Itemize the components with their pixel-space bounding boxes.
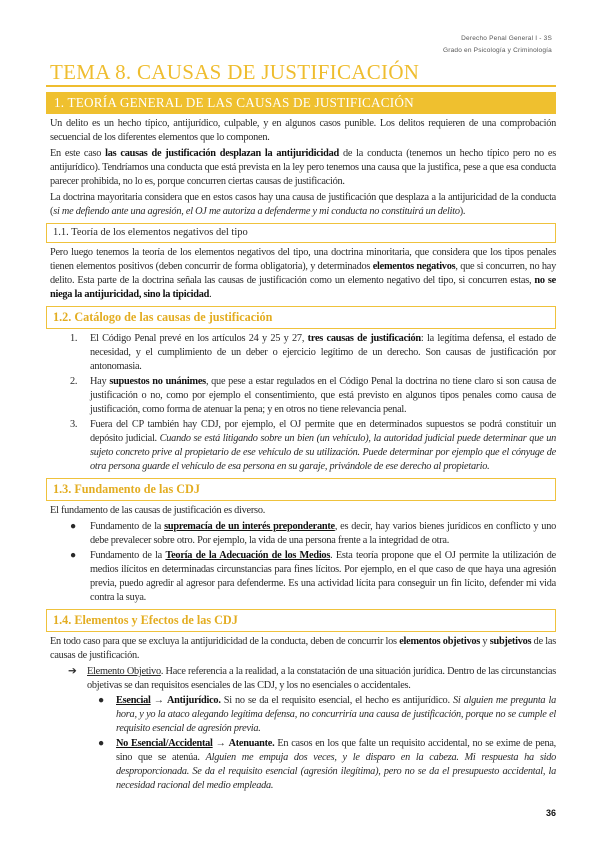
list-item: [46, 694, 556, 736]
subsection-heading: 1.4. Elementos y Efectos de las CDJ: [46, 609, 556, 632]
text-run: las causas de justificación desplazan la antijuridicidad: [105, 148, 340, 159]
text-run: Esencial: [116, 695, 151, 706]
text-run: no se niega la antijuricidad, sino la tipicidad: [50, 275, 557, 300]
list-item: [46, 737, 556, 793]
page-content: [46, 0, 556, 839]
document-body: [46, 92, 556, 793]
text-run: Si no se da el requisito esencial, el hecho es antijurídico.: [220, 695, 453, 706]
header-degree: Grado en Psicología y Criminología: [442, 47, 552, 54]
paragraph: [50, 246, 556, 302]
text-run: Si alguien me pregunta la hora, y yo la ataco alegando legítima defensa, no concurriría una causa de justificación, porque no se cumple el requisito esencial de agresión previa.: [116, 695, 556, 734]
list-marker: ●: [98, 695, 104, 706]
paragraph: [50, 147, 556, 189]
text-run: El fundamento de las causas de justificación es diverso.: [50, 505, 266, 516]
text-run: de la conducta (tenemos un hecho típico pero no es antijurídico). Tendríamos una conducta que está prevista en la ley pero tenemos una causa que la justifica, pese a que esa conducta parecer prohibida, no lo es, porque concurren ciertas causas de justificación.: [50, 148, 556, 187]
list-marker: ●: [98, 738, 104, 749]
list-item: [46, 549, 556, 605]
text-run: , que pese a estar regulados en el Código Penal la doctrina no tiene claro si son causa de justificación o no, como por ejemplo el consentimiento, que está previsto en algunos tipos penales como causa de justificación, como forma de atenuar la pena; y en otros no tiene relevancia penal.: [90, 376, 557, 415]
text-run: elementos negativos: [372, 261, 456, 272]
text-run: Atenuante.: [228, 738, 275, 749]
text-run: .: [209, 289, 212, 300]
section-heading: 1. TEORÍA GENERAL DE LAS CAUSAS DE JUSTIFICACIÓN: [46, 92, 556, 114]
list-marker: ➔: [68, 666, 77, 677]
text-run: Un delito es un hecho típico, antijurídico, culpable, y en algunos casos punible. Los delitos requieren de una comprobación secuencial de los diferentes elementos que lo componen.: [50, 118, 556, 143]
paragraph: [50, 635, 556, 663]
text-run: →: [150, 695, 167, 706]
text-run: Fundamento de la: [90, 521, 165, 532]
list-item: [46, 520, 556, 548]
text-run: . Hace referencia a la realidad, a la constatación de una situación jurídica. Dentro de las circunstancias objetivas se dan requisitos esenciales de las CDJ, y los no esenciales o accidentales.: [87, 666, 556, 691]
list-item: [46, 375, 556, 417]
text-run: En todo caso para que se excluya la antijuridicidad de la conducta, deben de concurrir los: [50, 636, 400, 647]
text-run: Hay: [90, 376, 110, 387]
text-run: supuestos no unánimes: [109, 376, 206, 387]
list-marker: ●: [70, 521, 76, 532]
text-run: elementos objetivos: [399, 636, 481, 647]
text-run: Teoría de la Adecuación de los Medios: [165, 550, 331, 561]
subsection-heading: 1.2. Catálogo de las causas de justificación: [46, 306, 556, 329]
list-item: [46, 665, 556, 693]
list-marker: 1.: [70, 333, 78, 344]
text-run: ).: [459, 206, 466, 217]
header-course: Derecho Penal General I - 3S: [461, 35, 552, 42]
paragraph: [50, 117, 556, 145]
text-run: , que si concurren, no hay delito. Esta parte de la doctrina señala las causas de justificación como un elemento negativo del tipo, si concurren estas,: [50, 261, 556, 286]
page-title: TEMA 8. CAUSAS DE JUSTIFICACIÓN: [46, 60, 556, 87]
list-marker: ●: [70, 550, 76, 561]
text-run: : la legítima defensa, el estado de necesidad, y el cumplimiento de un deber o ejercicio legítimo de un derecho. Son causas de justificación por antonomasia.: [90, 333, 557, 372]
text-run: Fuera del CP también hay CDJ, por ejemplo, el OJ permite que en determinados supuestos se podrá constituir un depósito judicial.: [90, 419, 556, 444]
text-run: En este caso: [50, 148, 106, 159]
text-run: →: [212, 738, 229, 749]
text-run: Cuando se está litigando sobre un bien (un vehículo), la autoridad judicial puede determinar que un sujeto concreto prive al propietario de ese vehículo de su utilización. Puede determinar por ejemplo que el cónyuge de otra persona guarde el vehículo de esa persona en su garaje, privándole de ese derecho al propietario.: [90, 433, 556, 472]
subsection-heading: 1.1. Teoría de los elementos negativos del tipo: [46, 223, 556, 243]
text-run: tres causas de justificación: [307, 333, 421, 344]
subsection-heading: 1.3. Fundamento de las CDJ: [46, 478, 556, 501]
list-marker: 2.: [70, 376, 78, 387]
text-run: subjetivos: [489, 636, 532, 647]
text-run: El Código Penal prevé en los artículos 24 y 25 y 27,: [90, 333, 308, 344]
text-run: La doctrina mayoritaria considera que en estos casos hay una causa de justificación que desplaza a la antijuricidad de la conducta (: [50, 192, 556, 217]
text-run: En casos en los que falte un requisito accidental, no se exime de pena, sino que se atenúa.: [116, 738, 556, 763]
list-item: [46, 332, 556, 374]
text-run: Pero luego tenemos la teoría de los elementos negativos del tipo, una doctrina minoritaria, que considera que los tipos penales tienen elementos positivos (deben concurrir de forma obligatoria), y determinados: [50, 247, 556, 272]
text-run: Alguien me empuja dos veces, y le disparo en la cabeza. Mi respuesta ha sido desproporcionada. Se da el requisito esencial (agresión ilegítima), pero no se da el presupuesto accidental, la necesidad racional del medio empleada.: [116, 752, 556, 791]
page-number: 36: [545, 808, 556, 818]
list-marker: 3.: [70, 419, 78, 430]
text-run: y: [480, 636, 490, 647]
text-run: Antijurídico.: [166, 695, 221, 706]
text-run: si me defiendo ante una agresión, el OJ me autoriza a defenderme y mi conducta no constituirá un delito: [53, 206, 460, 217]
text-run: Fundamento de la: [90, 550, 166, 561]
text-run: . Esta teoría propone que el OJ permite la utilización de medios ilícitos en determinadas circunstancias para fines lícitos. Por ejemplo, en el que caso de que haya una agresión previa, puedo agredir al agresor para defenderme. Es una actividad lícita para conseguir un fin lícito, defender mi vida contra la suya.: [90, 550, 556, 603]
text-run: , es decir, hay varios bienes jurídicos en conflicto y uno debe prevalecer sobre otro. Por ejemplo, la vida de una persona frente a la integridad de otra.: [90, 521, 556, 546]
list-item: [46, 418, 556, 474]
text-run: No Esencial/Accidental: [116, 738, 213, 749]
paragraph: [50, 504, 556, 518]
text-run: Elemento Objetivo: [87, 666, 161, 677]
text-run: de las causas de justificación.: [50, 636, 556, 661]
paragraph: [50, 191, 556, 219]
text-run: supremacía de un interés preponderante: [164, 521, 335, 532]
